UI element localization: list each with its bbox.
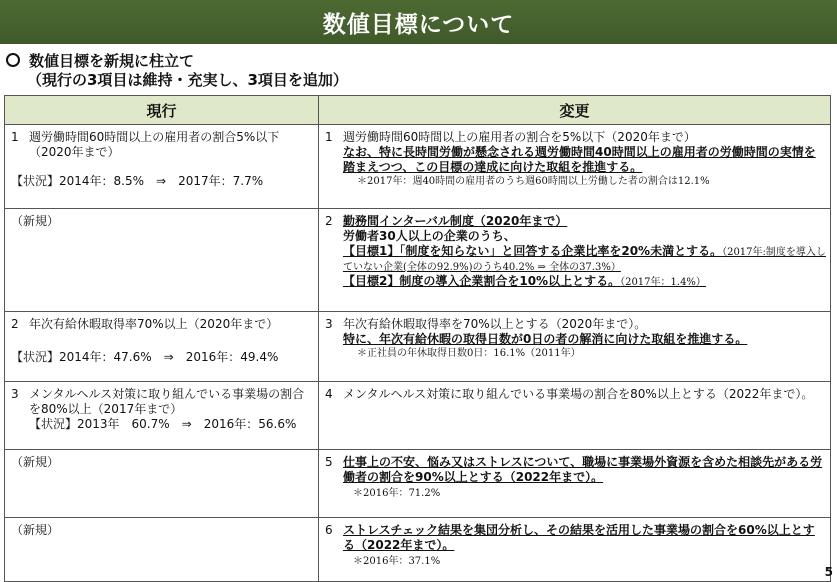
change-emphasis: 仕事上の不安、悩み又はストレスについて、職場に事業場外資源を含めた相談先がある労働者の割合を90%以上とする（2022年まで）。 <box>343 455 823 484</box>
change-emphasis: なお、特に長時間労働が懸念される週労働時間40時間以上の雇用者の労働時間の実情を踏まえつつ、この目標の達成に向けた取組を推進する。 <box>343 145 816 174</box>
current-status: 【状況】2014年：47.6% ⇒ 2016年：49.4% <box>11 350 279 364</box>
change-line: 労働者30人以上の企業のうち、 <box>343 229 516 243</box>
change-note: ＊正社員の年休取得日数0日：16.1%（2011年） <box>357 348 581 359</box>
current-text: 年次有給休暇取得率70%以上（2020年まで） <box>29 317 279 331</box>
change-text: メンタルヘルス対策に取り組んでいる事業場の割合を80%以上とする（2022年まで）。 <box>343 387 814 401</box>
change-emphasis: 特に、年次有給休暇の取得日数が0日の者の解消に向けた取組を推進する。 <box>343 332 748 346</box>
slide-title-banner <box>0 0 837 44</box>
column-header-current: 現行 <box>5 96 319 125</box>
heading-line-2: （現行の3項目は維持・充実し、3項目を追加） <box>27 71 348 89</box>
change-note: ＊2017年：週40時間の雇用者のうち週60時間以上労働した者の割合は12.1% <box>357 176 710 187</box>
section-heading <box>6 52 348 90</box>
page-number: 5 <box>824 565 833 579</box>
current-text: メンタルヘルス対策に取り組んでいる事業場の割合を80%以上（2017年まで） <box>29 387 305 416</box>
table-row <box>5 518 831 582</box>
change-cell: 6 ストレスチェック結果を集団分析し、その結果を活用した事業場の割合を60%以上とする（2022年まで）。 ＊2016年：37.1% <box>319 518 830 581</box>
goal-2: 【目標2】制度の導入企業割合を10%以上とする。 <box>343 274 621 288</box>
table-row <box>5 450 831 518</box>
table-row <box>5 312 831 382</box>
goal-1: 【目標1】「制度を知らない」と回答する企業比率を20%未満とする。 <box>343 244 723 258</box>
current-cell: 2 年次有給休暇取得率70%以上（2020年まで） 【状況】2014年：47.6% ⇒ 2016年：49.4% <box>5 312 318 381</box>
current-text: （新規） <box>11 455 60 469</box>
current-cell <box>5 450 318 517</box>
circle-bullet-icon <box>6 53 20 67</box>
current-cell <box>5 518 318 581</box>
change-title: 勤務間インターバル制度（2020年まで） <box>343 214 568 228</box>
change-cell: 2 勤務間インターバル制度（2020年まで） 労働者30人以上の企業のうち、 【目標1】「制度を知らない」と回答する企業比率を20%未満とする。（2017年:制度を導入していない企業(全体の92.9%)のうち40.2% ⇒ 全体の37.3%） 【目標2】制度の導入企業割合を10%以上とする。（2017年：1.4%） <box>325 214 826 288</box>
change-text: 年次有給休暇取得率を70%以上とする（2020年まで）。 <box>343 317 647 331</box>
current-cell: 3 メンタルヘルス対策に取り組んでいる事業場の割合を80%以上（2017年まで） 【状況】2013年 60.7% ⇒ 2016年：56.6% <box>5 382 318 449</box>
slide-title: 数値目標について <box>322 11 515 38</box>
goal-1-note: （2017年:制度を導入していない企業(全体の92.9%)のうち40.2% ⇒ 全体の37.3%） <box>343 247 826 273</box>
current-text: 週労働時間60時間以上の雇用者の割合5%以下（2020年まで） <box>29 130 280 159</box>
column-header-change: 変更 <box>319 96 831 125</box>
change-cell: 3 年次有給休暇取得率を70%以上とする（2020年まで）。 特に、年次有給休暇の取得日数が0日の者の解消に向けた取組を推進する。 ＊正社員の年休取得日数0日：16.1%（2011年） <box>319 312 830 381</box>
table-row <box>5 382 831 450</box>
current-status: 【状況】2013年 60.7% ⇒ 2016年：56.6% <box>29 417 297 431</box>
current-cell: 1 週労働時間60時間以上の雇用者の割合5%以下（2020年まで） 【状況】2014年：8.5% ⇒ 2017年：7.7% <box>5 125 318 208</box>
current-text: （新規） <box>11 523 60 537</box>
targets-table <box>4 95 831 582</box>
current-cell <box>5 209 318 311</box>
change-text: 週労働時間60時間以上の雇用者の割合を5%以下（2020年まで） <box>343 130 696 144</box>
heading-line-1: 数値目標を新規に柱立て <box>29 52 195 70</box>
goal-2-note: （2017年：1.4%） <box>620 277 706 288</box>
change-emphasis: ストレスチェック結果を集団分析し、その結果を活用した事業場の割合を60%以上とする（2022年まで）。 <box>343 523 815 552</box>
current-text: （新規） <box>11 214 60 228</box>
change-cell: 1 週労働時間60時間以上の雇用者の割合を5%以下（2020年まで） なお、特に長時間労働が懸念される週労働時間40時間以上の雇用者の労働時間の実情を踏まえつつ、この目標の達成に向けた取組を推進する。 ＊2017年：週40時間の雇用者のうち週60時間以上労働した者の割合は12.1% <box>319 125 830 208</box>
change-note: ＊2016年：37.1% <box>353 556 441 567</box>
change-cell: 5 仕事上の不安、悩み又はストレスについて、職場に事業場外資源を含めた相談先がある労働者の割合を90%以上とする（2022年まで）。 ＊2016年：71.2% <box>319 450 830 517</box>
table-row <box>5 209 831 312</box>
table-row <box>5 125 831 209</box>
current-status: 【状況】2014年：8.5% ⇒ 2017年：7.7% <box>11 174 264 188</box>
change-note: ＊2016年：71.2% <box>353 488 441 499</box>
change-cell: 4 メンタルヘルス対策に取り組んでいる事業場の割合を80%以上とする（2022年まで）。 <box>319 382 830 449</box>
